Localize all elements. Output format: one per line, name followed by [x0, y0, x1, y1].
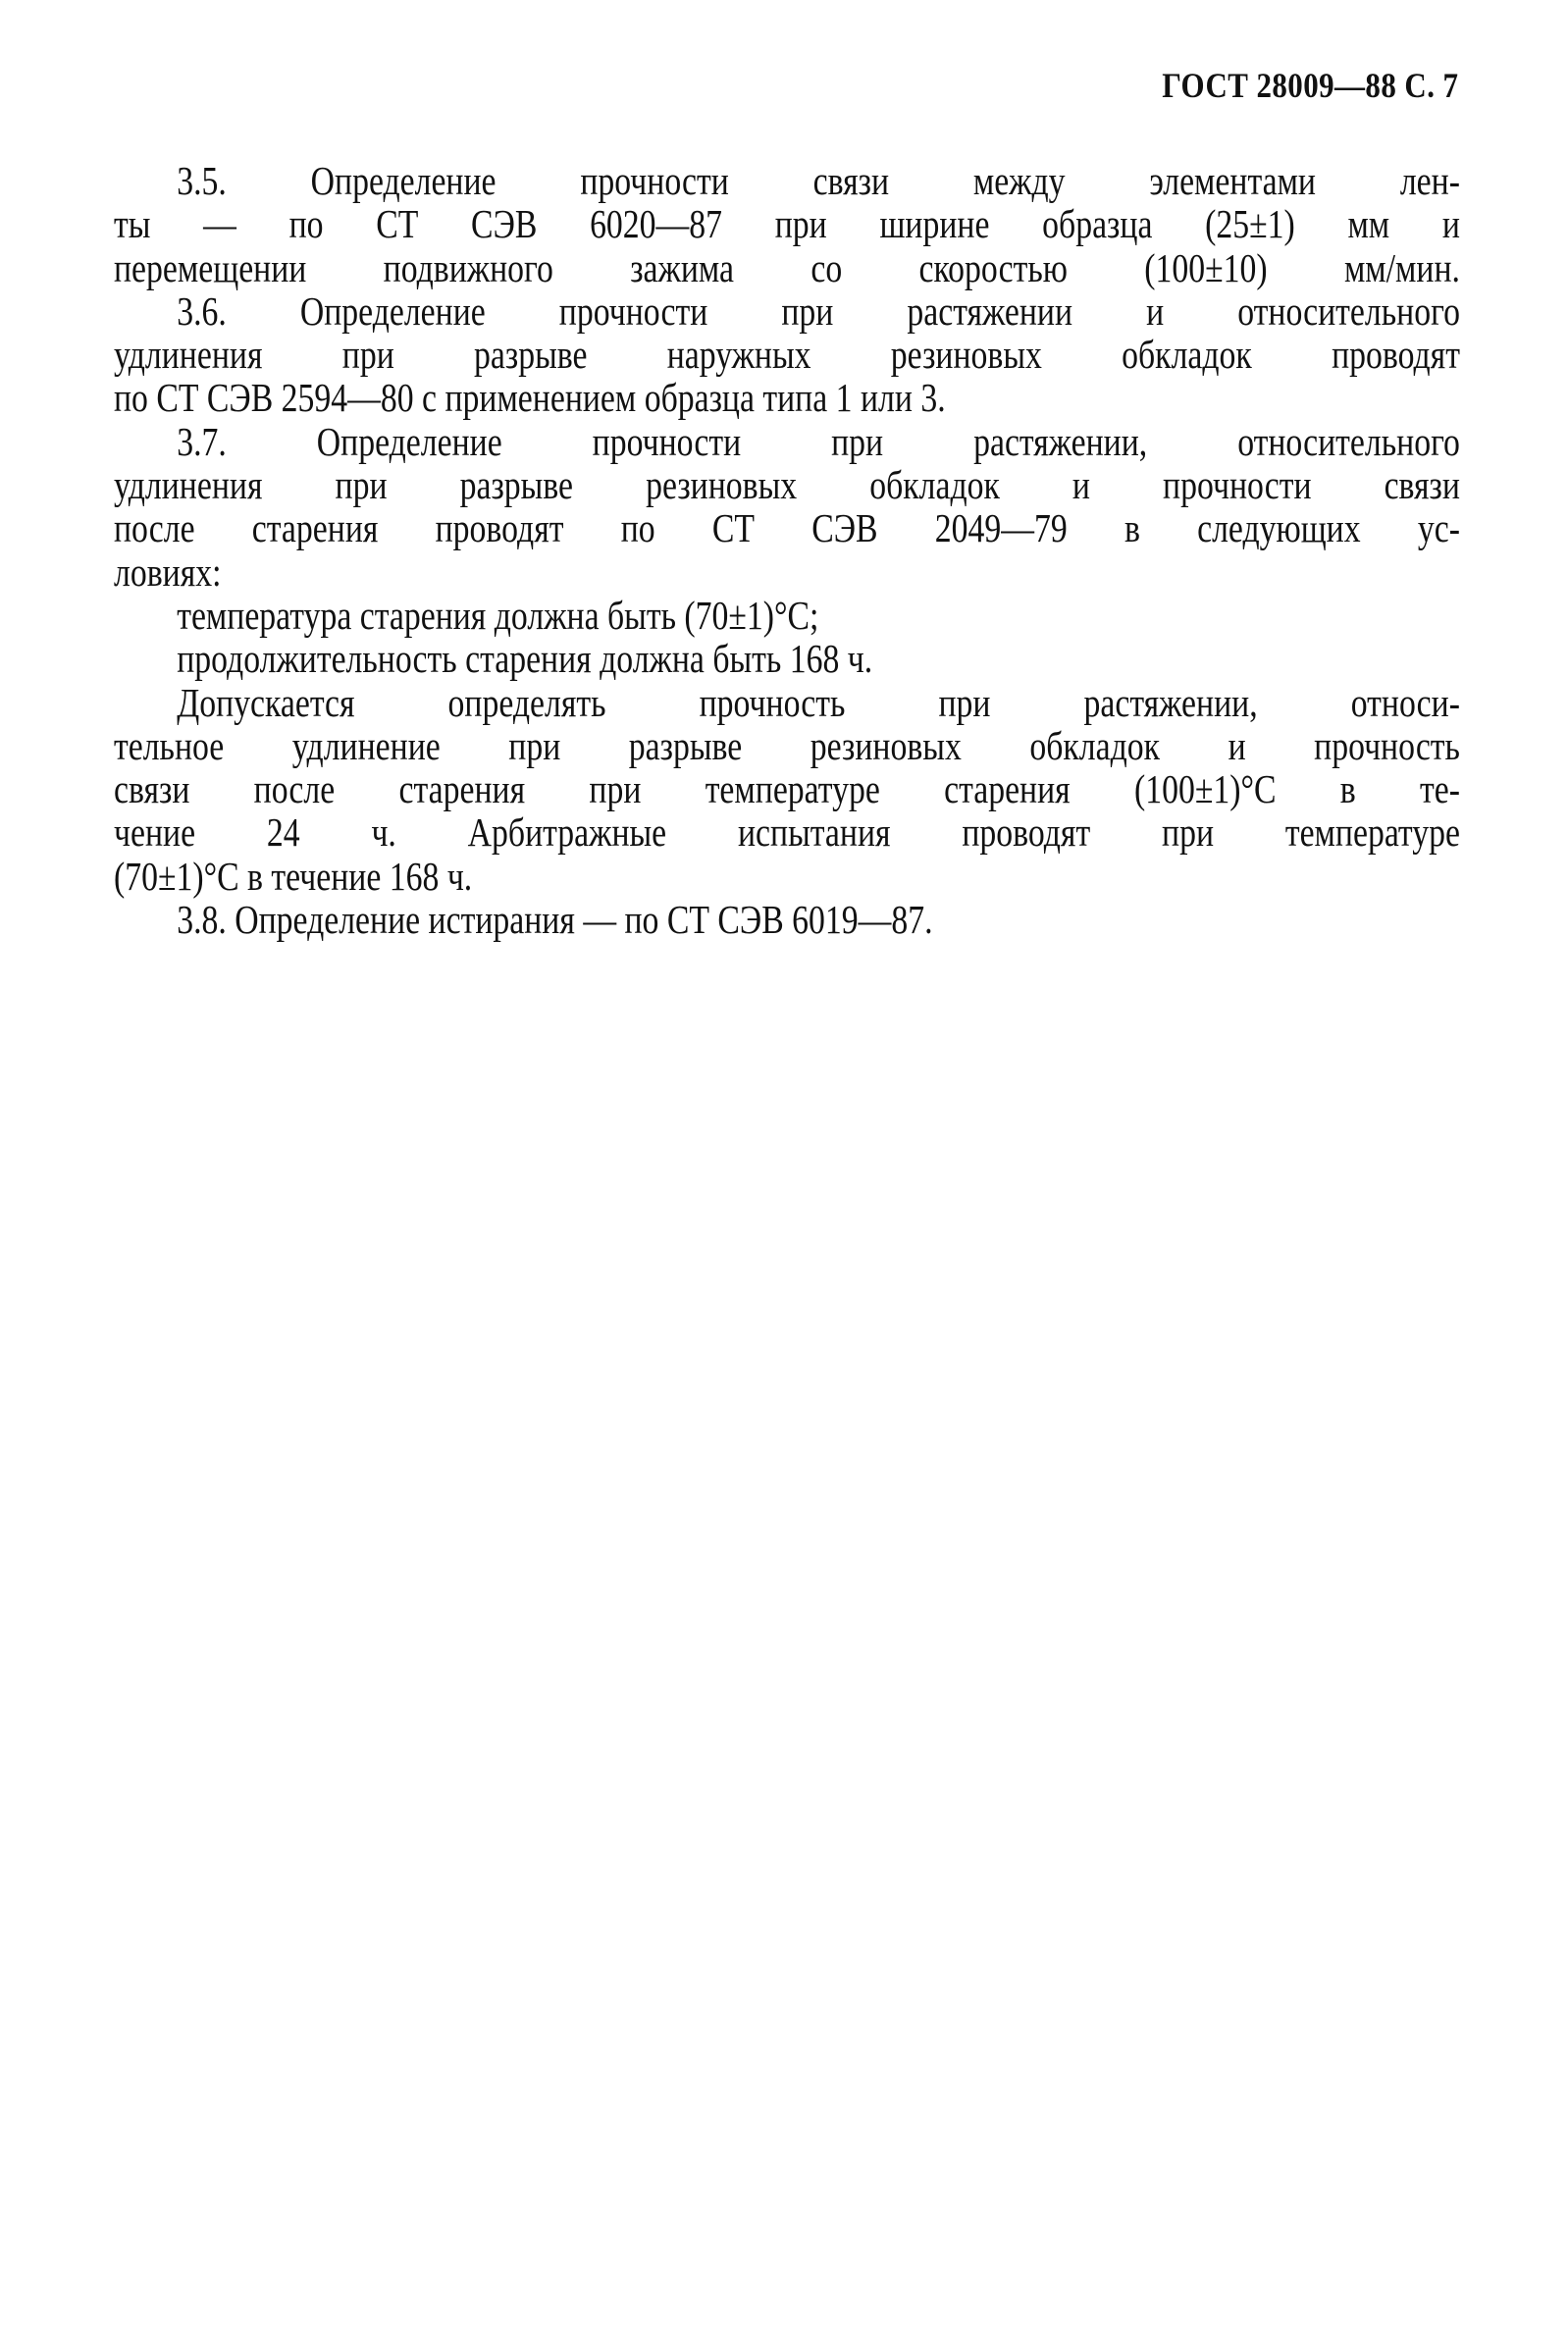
text-line-content: связи после старения при температуре старения (100±1)°С в те-: [114, 766, 1460, 812]
text-line-content: тельное удлинение при разрыве резиновых обкладок и прочность: [114, 722, 1460, 768]
text-line: [114, 681, 1460, 724]
text-line: [114, 550, 1460, 594]
text-line-content: продолжительность старения должна быть 168 ч.: [177, 636, 873, 682]
text-line: [114, 202, 1460, 245]
text-line-content: удлинения при разрыве наружных резиновых обкладок проводят: [114, 332, 1460, 378]
page-header: ГОСТ 28009—88 С. 7: [1161, 66, 1458, 105]
text-line-content: 3.8. Определение истирания — по СТ СЭВ 6019—87.: [177, 897, 933, 943]
text-line-content: Допускается определять прочность при растяжении, относи-: [177, 679, 1460, 725]
text-line-content: перемещении подвижного зажима со скоростью (100±10) мм/мин.: [114, 244, 1460, 290]
text-line: [114, 506, 1460, 549]
text-line-content: по СТ СЭВ 2594—80 с применением образца типа 1 или 3.: [114, 375, 946, 421]
text-line-content: 3.5. Определение прочности связи между элементами лен-: [177, 158, 1460, 203]
text-line-content: удлинения при разрыве резиновых обкладок и прочности связи: [114, 462, 1460, 508]
text-line-content: чение 24 ч. Арбитражные испытания проводят при температуре: [114, 809, 1460, 856]
text-line: [114, 594, 1460, 637]
text-line-content: 3.7. Определение прочности при растяжении, относительного: [177, 418, 1460, 464]
text-line: [114, 246, 1460, 289]
text-line: [114, 767, 1460, 810]
document-body: [114, 159, 1460, 941]
text-line-content: температура старения должна быть (70±1)°С;: [177, 592, 819, 638]
text-line: [114, 420, 1460, 463]
text-line-content: ловиях:: [114, 548, 222, 595]
text-line: [114, 724, 1460, 767]
text-line: [114, 376, 1460, 419]
text-line: [114, 289, 1460, 333]
text-line: [114, 855, 1460, 898]
text-line: [114, 810, 1460, 854]
text-line: [114, 159, 1460, 202]
text-line-content: (70±1)°С в течение 168 ч.: [114, 853, 473, 899]
text-line: [114, 333, 1460, 376]
text-line-content: ты — по СТ СЭВ 6020—87 при ширине образца (25±1) мм и: [114, 201, 1460, 247]
text-line-content: 3.6. Определение прочности при растяжении и относительного: [177, 287, 1460, 334]
text-line: [114, 898, 1460, 941]
text-line-content: после старения проводят по СТ СЭВ 2049—79 в следующих ус-: [114, 505, 1460, 551]
text-line: [114, 637, 1460, 680]
text-line: [114, 463, 1460, 506]
